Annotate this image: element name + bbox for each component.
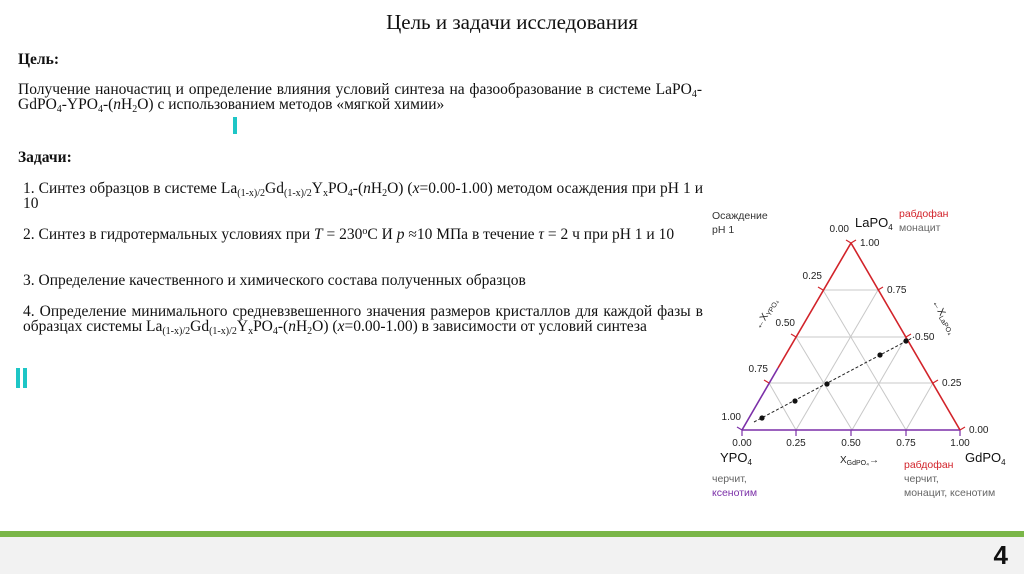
data-point <box>824 381 829 386</box>
bottom-tick-label: 0.00 <box>732 438 752 449</box>
left-tick-label: 1.00 <box>721 412 741 423</box>
right-tick-label: 0.00 <box>969 425 989 436</box>
lapo4-phase-2: монацит <box>899 222 941 234</box>
marker-bar-right <box>23 368 27 388</box>
edge-left-upper <box>775 243 851 368</box>
vertex-lapo4: LaPO$_4$ <box>855 215 893 232</box>
bottom-ticks <box>742 430 960 436</box>
task-4: 4. Определение минимального средневзвешенного значения размеров кристаллов для каждой фазы в образцах системы $La_{(1-x)/2}Gd_{(1-x)/2}Y_xPO_4-(nH_2O)$ (x=0.00-1.00) в зависимости от условий синтеза <box>23 303 703 337</box>
axis-bottom-title: $X_{GdPO_4}\to$ <box>840 455 879 467</box>
ypo4-phase-1: черчит, <box>712 473 747 485</box>
gdpo4-phase-1: рабдофан <box>904 459 954 471</box>
left-tick-label: 0.75 <box>748 364 768 375</box>
right-tick-label: 1.00 <box>860 238 880 249</box>
bottom-tick-label: 0.25 <box>786 438 806 449</box>
axis-right-title: $\leftarrow X_{LaPO_4}$ <box>929 298 954 337</box>
right-tick-label: 0.25 <box>942 378 962 389</box>
ypo4-phase-2: ксенотим <box>712 487 758 499</box>
tasks-heading: Задачи: <box>18 149 72 166</box>
marker-bar-left <box>16 368 20 388</box>
task-3: 3. Определение качественного и химического состава полученных образцов <box>23 272 526 289</box>
gdpo4-phase-2: черчит, <box>904 473 939 485</box>
axis-left-title: $\leftarrow X_{YPO_4}$ <box>753 298 781 332</box>
data-point <box>903 338 908 343</box>
left-tick-label: 0.50 <box>775 318 795 329</box>
bottom-tick-label: 0.50 <box>841 438 861 449</box>
left-tick-label: 0.25 <box>802 271 822 282</box>
text-cursor-marker <box>233 117 237 134</box>
edge-left-lower <box>742 368 778 430</box>
data-point <box>759 415 764 420</box>
page-title: Цель и задачи исследования <box>386 10 638 34</box>
ternary-diagram <box>700 200 1018 500</box>
goal-heading: Цель: <box>18 51 59 68</box>
task-1: 1. Синтез образцов в системе $La_{(1-x)/2}Gd_{(1-x)/2}Y_xPO_4-(nH_2O)$ (x=0.00-1.00) методом осаждения при pH 1 и 10 <box>23 180 703 212</box>
left-ticks <box>764 240 851 383</box>
left-tick-label: 0.00 <box>829 224 849 235</box>
footer <box>0 537 1024 574</box>
right-tick-label: 0.50 <box>915 332 935 343</box>
left-tick-bottom <box>737 427 742 430</box>
vertex-gdpo4: GdPO$_4$ <box>965 450 1006 467</box>
bottom-tick-label: 1.00 <box>950 438 970 449</box>
diagram-header-1: Осаждение <box>712 210 768 222</box>
goal-text: Получение наночастиц и определение влияния условий синтеза на фазообразование в системе $LaPO_4-GdPO_4-YPO_4-(nH_2O)$ с использованием методов «мягкой химии» <box>18 81 702 115</box>
data-point <box>792 398 797 403</box>
right-tick-label: 0.75 <box>887 285 907 296</box>
bottom-tick-labels <box>732 438 970 449</box>
task-2: 2. Синтез в гидротермальных условиях при $T = 230^oC$ И p ≈10 МПа в течение τ = 2 ч при pH 1 и 10 <box>23 226 675 243</box>
gdpo4-phase-3: монацит, ксенотим <box>904 487 996 499</box>
data-point <box>877 352 882 357</box>
vertex-ypo4: $YPO_4$ <box>720 450 752 467</box>
bottom-tick-label: 0.75 <box>896 438 916 449</box>
lapo4-phase-1: рабдофан <box>899 208 949 220</box>
diagram-header-2: pH 1 <box>712 224 735 236</box>
composition-line <box>754 337 914 422</box>
ternary-grid <box>769 290 933 430</box>
page-number: 4 <box>993 540 1008 570</box>
